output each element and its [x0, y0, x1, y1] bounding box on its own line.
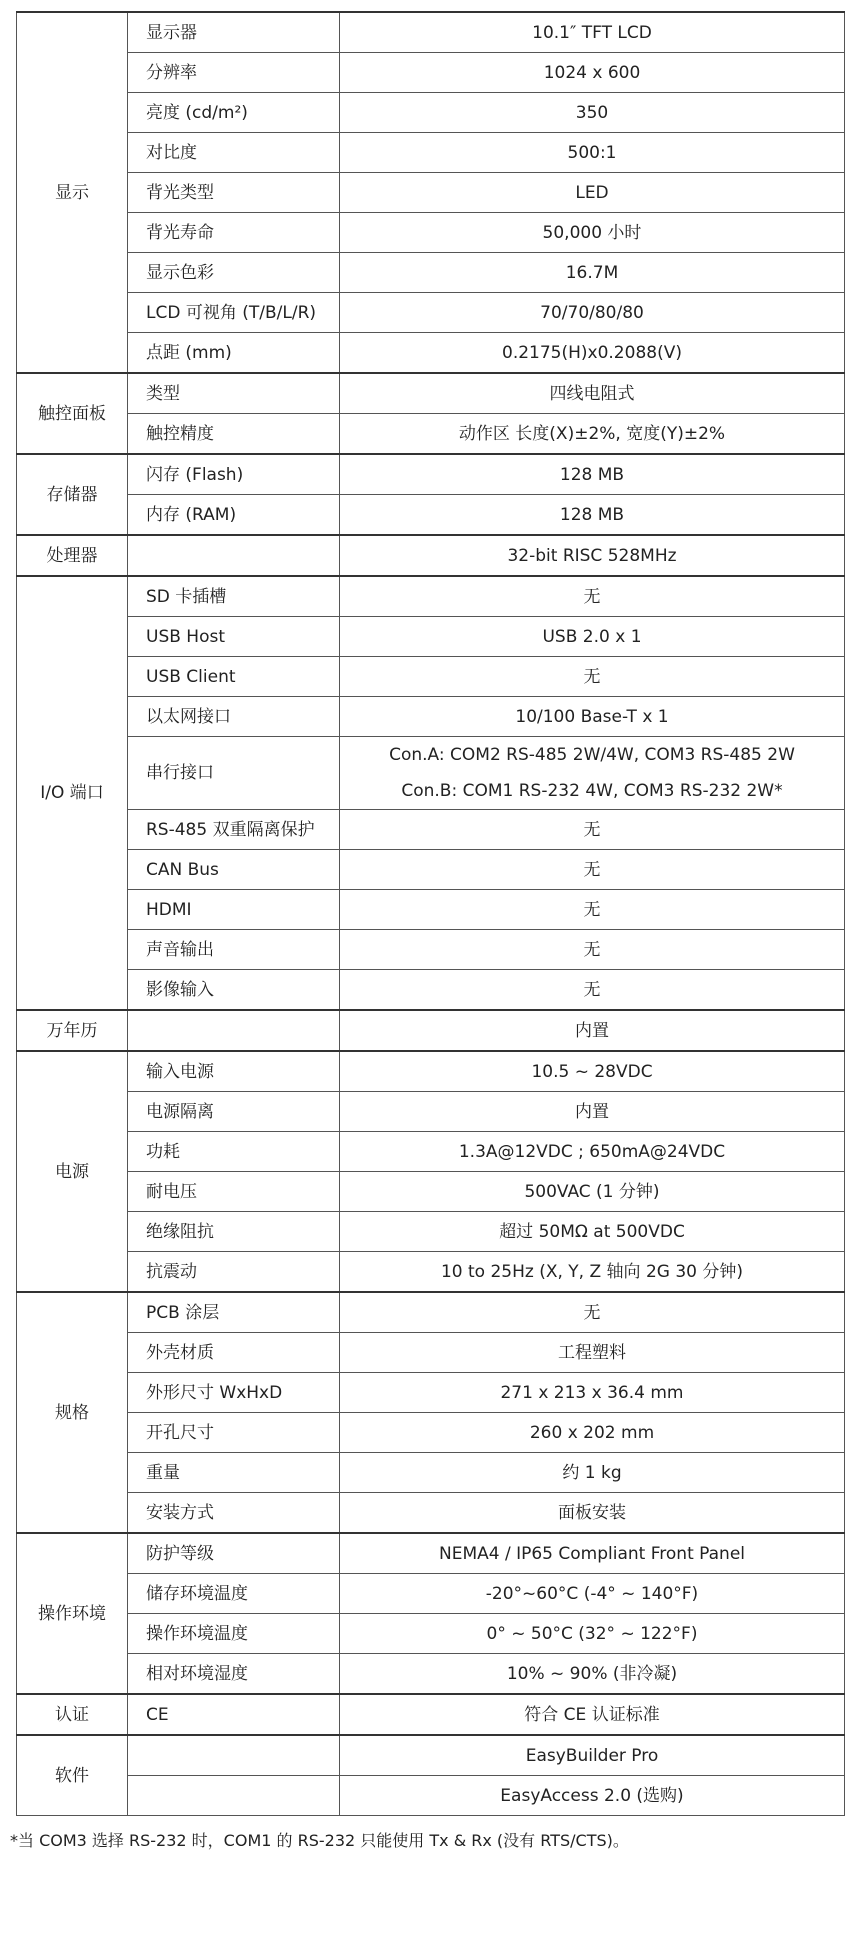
- value-cell: 符合 CE 认证标准: [340, 1694, 845, 1735]
- table-row: [17, 93, 845, 133]
- table-row: [17, 576, 845, 617]
- value-cell: 无: [340, 970, 845, 1011]
- table-row: [17, 253, 845, 293]
- table-row: [17, 495, 845, 536]
- value-cell: 四线电阻式: [340, 373, 845, 414]
- item-cell: 绝缘阻抗: [128, 1212, 340, 1252]
- item-cell: 电源隔离: [128, 1092, 340, 1132]
- table-row: [17, 1735, 845, 1776]
- item-cell: 闪存 (Flash): [128, 454, 340, 495]
- item-cell: 影像输入: [128, 970, 340, 1011]
- value-cell: 动作区 长度(X)±2%, 宽度(Y)±2%: [340, 414, 845, 455]
- table-row: [17, 1252, 845, 1293]
- table-row: [17, 890, 845, 930]
- table-row: [17, 1413, 845, 1453]
- value-cell: 无: [340, 930, 845, 970]
- item-cell: 背光类型: [128, 173, 340, 213]
- value-cell: 70/70/80/80: [340, 293, 845, 333]
- value-cell: 10.1″ TFT LCD: [340, 12, 845, 53]
- footnote: *当 COM3 选择 RS-232 时，COM1 的 RS-232 只能使用 Tx & Rx (没有 RTS/CTS)。: [10, 1831, 629, 1850]
- category-cell: 触控面板: [17, 373, 128, 454]
- category-cell: 电源: [17, 1051, 128, 1292]
- value-cell: 约 1 kg: [340, 1453, 845, 1493]
- item-cell: 显示器: [128, 12, 340, 53]
- item-cell: 亮度 (cd/m²): [128, 93, 340, 133]
- item-cell: CE: [128, 1694, 340, 1735]
- spec-table-body: [17, 12, 845, 1816]
- item-cell: 安装方式: [128, 1493, 340, 1534]
- category-cell: 规格: [17, 1292, 128, 1533]
- value-cell: 350: [340, 93, 845, 133]
- table-row: [17, 1051, 845, 1092]
- item-cell: 耐电压: [128, 1172, 340, 1212]
- item-cell: USB Host: [128, 617, 340, 657]
- value-cell: NEMA4 / IP65 Compliant Front Panel: [340, 1533, 845, 1574]
- value-cell: 500:1: [340, 133, 845, 173]
- table-row: [17, 133, 845, 173]
- table-row: [17, 1333, 845, 1373]
- table-row: [17, 1614, 845, 1654]
- item-cell: [128, 1010, 340, 1051]
- value-line: Con.B: COM1 RS-232 4W, COM3 RS-232 2W*: [401, 781, 783, 801]
- item-cell: [128, 535, 340, 576]
- item-cell: 对比度: [128, 133, 340, 173]
- value-cell: 无: [340, 576, 845, 617]
- table-row: [17, 1010, 845, 1051]
- item-cell: 操作环境温度: [128, 1614, 340, 1654]
- value-cell: 面板安装: [340, 1493, 845, 1534]
- item-cell: 防护等级: [128, 1533, 340, 1574]
- table-row: [17, 454, 845, 495]
- item-cell: 以太网接口: [128, 697, 340, 737]
- value-cell-multiline: [340, 737, 845, 810]
- item-cell: SD 卡插槽: [128, 576, 340, 617]
- value-cell: 10.5 ~ 28VDC: [340, 1051, 845, 1092]
- item-cell: [128, 1735, 340, 1776]
- value-cell: 超过 50MΩ at 500VDC: [340, 1212, 845, 1252]
- item-cell: 背光寿命: [128, 213, 340, 253]
- value-cell: 内置: [340, 1092, 845, 1132]
- table-row: [17, 1776, 845, 1816]
- value-cell: 10 to 25Hz (X, Y, Z 轴向 2G 30 分钟): [340, 1252, 845, 1293]
- value-line: Con.A: COM2 RS-485 2W/4W, COM3 RS-485 2W: [389, 745, 795, 765]
- table-row: [17, 1574, 845, 1614]
- table-row: [17, 810, 845, 850]
- value-cell: 16.7M: [340, 253, 845, 293]
- value-cell: 50,000 小时: [340, 213, 845, 253]
- value-cell: 128 MB: [340, 454, 845, 495]
- item-cell: [128, 1776, 340, 1816]
- item-cell: PCB 涂层: [128, 1292, 340, 1333]
- value-cell: 0.2175(H)x0.2088(V): [340, 333, 845, 374]
- value-cell: 500VAC (1 分钟): [340, 1172, 845, 1212]
- value-cell: 260 x 202 mm: [340, 1413, 845, 1453]
- value-cell: 无: [340, 890, 845, 930]
- category-cell: 处理器: [17, 535, 128, 576]
- item-cell: 储存环境温度: [128, 1574, 340, 1614]
- item-cell: LCD 可视角 (T/B/L/R): [128, 293, 340, 333]
- value-cell: 10/100 Base-T x 1: [340, 697, 845, 737]
- item-cell: 抗震动: [128, 1252, 340, 1293]
- value-cell: EasyBuilder Pro: [340, 1735, 845, 1776]
- category-cell: 万年历: [17, 1010, 128, 1051]
- table-row: [17, 1212, 845, 1252]
- category-cell: I/O 端口: [17, 576, 128, 1010]
- item-cell: 分辨率: [128, 53, 340, 93]
- item-cell: 显示色彩: [128, 253, 340, 293]
- table-row: [17, 12, 845, 53]
- category-cell: 显示: [17, 12, 128, 373]
- table-row: [17, 930, 845, 970]
- category-cell: 认证: [17, 1694, 128, 1735]
- value-cell: 工程塑料: [340, 1333, 845, 1373]
- value-cell: 271 x 213 x 36.4 mm: [340, 1373, 845, 1413]
- category-cell: 操作环境: [17, 1533, 128, 1694]
- table-row: [17, 1694, 845, 1735]
- value-cell: 内置: [340, 1010, 845, 1051]
- value-cell: 无: [340, 1292, 845, 1333]
- table-row: [17, 414, 845, 455]
- item-cell: 输入电源: [128, 1051, 340, 1092]
- table-row: [17, 1092, 845, 1132]
- table-row: [17, 213, 845, 253]
- value-cell: LED: [340, 173, 845, 213]
- item-cell: 相对环境湿度: [128, 1654, 340, 1695]
- table-row: [17, 1654, 845, 1695]
- table-row: [17, 1132, 845, 1172]
- table-row: [17, 333, 845, 374]
- value-cell: EasyAccess 2.0 (选购): [340, 1776, 845, 1816]
- value-cell: -20°~60°C (-4° ~ 140°F): [340, 1574, 845, 1614]
- table-row: [17, 617, 845, 657]
- item-cell: 外壳材质: [128, 1333, 340, 1373]
- table-row: [17, 1493, 845, 1534]
- item-cell: 功耗: [128, 1132, 340, 1172]
- category-cell: 软件: [17, 1735, 128, 1816]
- item-cell: 类型: [128, 373, 340, 414]
- item-cell: HDMI: [128, 890, 340, 930]
- table-row: [17, 697, 845, 737]
- table-row: [17, 373, 845, 414]
- table-row: [17, 173, 845, 213]
- value-cell: 无: [340, 810, 845, 850]
- value-cell: USB 2.0 x 1: [340, 617, 845, 657]
- value-cell: 128 MB: [340, 495, 845, 536]
- table-row: [17, 1453, 845, 1493]
- item-cell: 内存 (RAM): [128, 495, 340, 536]
- item-cell: 外形尺寸 WxHxD: [128, 1373, 340, 1413]
- item-cell: 重量: [128, 1453, 340, 1493]
- item-cell: USB Client: [128, 657, 340, 697]
- item-cell: 开孔尺寸: [128, 1413, 340, 1453]
- spec-table: [16, 11, 845, 1816]
- value-cell: 1024 x 600: [340, 53, 845, 93]
- value-cell: 10% ~ 90% (非冷凝): [340, 1654, 845, 1695]
- table-row: [17, 1373, 845, 1413]
- value-cell: 0° ~ 50°C (32° ~ 122°F): [340, 1614, 845, 1654]
- table-row: [17, 850, 845, 890]
- value-cell: 32-bit RISC 528MHz: [340, 535, 845, 576]
- item-cell: 触控精度: [128, 414, 340, 455]
- table-row: [17, 1292, 845, 1333]
- category-cell: 存储器: [17, 454, 128, 535]
- table-row: [17, 737, 845, 810]
- item-cell: CAN Bus: [128, 850, 340, 890]
- value-cell: 1.3A@12VDC ; 650mA@24VDC: [340, 1132, 845, 1172]
- table-row: [17, 1172, 845, 1212]
- table-row: [17, 970, 845, 1011]
- value-cell: 无: [340, 657, 845, 697]
- table-row: [17, 535, 845, 576]
- item-cell: RS-485 双重隔离保护: [128, 810, 340, 850]
- item-cell: 点距 (mm): [128, 333, 340, 374]
- table-row: [17, 53, 845, 93]
- item-cell: 串行接口: [128, 737, 340, 810]
- table-row: [17, 657, 845, 697]
- table-row: [17, 293, 845, 333]
- value-cell: 无: [340, 850, 845, 890]
- item-cell: 声音输出: [128, 930, 340, 970]
- table-row: [17, 1533, 845, 1574]
